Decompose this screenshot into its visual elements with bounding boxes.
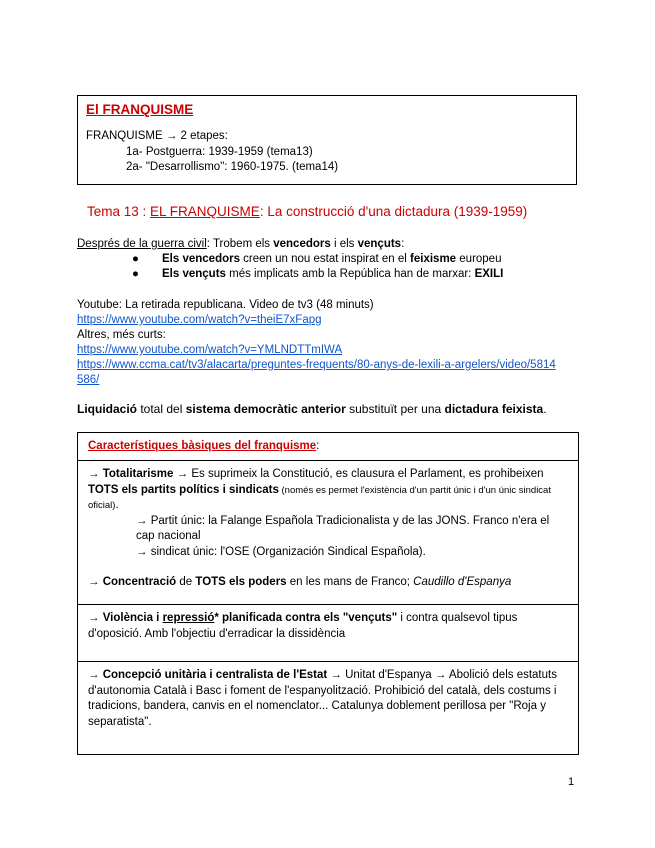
characteristics-table: [77, 432, 579, 755]
single-union-text: → sindicat únic: l'OSE (Organización Sindical Española).: [136, 545, 426, 558]
youtube-line: Youtube: La retirada republicana. Video de tv3 (48 minuts): [77, 299, 374, 311]
page-number: 1: [568, 776, 575, 788]
others-label: Altres, més curts:: [77, 329, 166, 341]
youtube-link-2[interactable]: https://www.youtube.com/watch?v=YMLNDTTmIWA: [77, 344, 343, 356]
bullet-icon: ●: [132, 253, 139, 265]
after-war-paragraph: Després de la guerra civil: Trobem els vencedors i els vençuts:: [77, 238, 405, 250]
table-row: [78, 461, 578, 605]
table-row: Característiques bàsiques del franquisme:: [78, 433, 578, 461]
violence-text: → Violència i repressió* planificada contra els "vençuts" i contra qualsevol tipus d'oposició. Amb l'objectiu d'erradicar la dissidència: [88, 612, 518, 640]
liquidation-sentence: Liquidació total del sistema democràtic anterior substituït per una dictadura feixista.: [77, 402, 547, 416]
stages-intro: FRANQUISME → 2 etapes:: [86, 130, 228, 142]
box-title: El FRANQUISME: [86, 102, 194, 117]
totalitarianism-text: → Totalitarisme → Es suprimeix la Constitució, es clausura el Parlament, es prohibeixen TOTS els partits polítics i sindicats (només es permet l'existència d'un partit únic i d'un únic sindicat oficial).: [88, 468, 551, 511]
table-row: [78, 605, 578, 662]
stage-2: 2a- "Desarrollismo": 1960-1975. (tema14): [126, 161, 339, 173]
list-item: ● Els vençuts més implicats amb la República han de marxar: EXILI: [132, 267, 503, 283]
concentration-text: → Concentració de TOTS els poders en les mans de Franco; Caudillo d'Espanya: [88, 576, 512, 588]
unitary-state-text: → Concepció unitària i centralista de l'Estat → Unitat d'Espanya → Abolició dels estatuts d'autonomia Català i Basc i foment de l'espanyolització. Prohibició del català, dels costums i tradicions, bandera, canvis en el nomenclator... Catalunya doblement perillosa per "Roja y separatista".: [88, 669, 557, 728]
single-party-text: → Partit únic: la Falange Española Tradicionalista y de las JONS. Franco n'era el cap nacional: [136, 514, 550, 542]
list-item: ● Els vencedors creen un nou estat inspirat en el feixisme europeu: [132, 252, 501, 268]
ccma-link-part-2[interactable]: 586/: [77, 374, 100, 386]
table-row: [78, 662, 578, 736]
ccma-link-part-1[interactable]: https://www.ccma.cat/tv3/alacarta/preguntes-frequents/80-anys-de-lexili-a-argelers/video/5814: [77, 359, 556, 371]
stage-1: 1a- Postguerra: 1939-1959 (tema13): [126, 145, 313, 158]
bullet-icon: ●: [132, 268, 139, 280]
youtube-link-1[interactable]: https://www.youtube.com/watch?v=theiE7xFapg: [77, 314, 322, 326]
topic-heading: Tema 13 : EL FRANQUISME: La construcció d'una dictadura (1939-1959): [87, 204, 528, 219]
table-title: Característiques bàsiques del franquisme: [88, 440, 317, 452]
franquisme-summary-box: [77, 95, 577, 185]
